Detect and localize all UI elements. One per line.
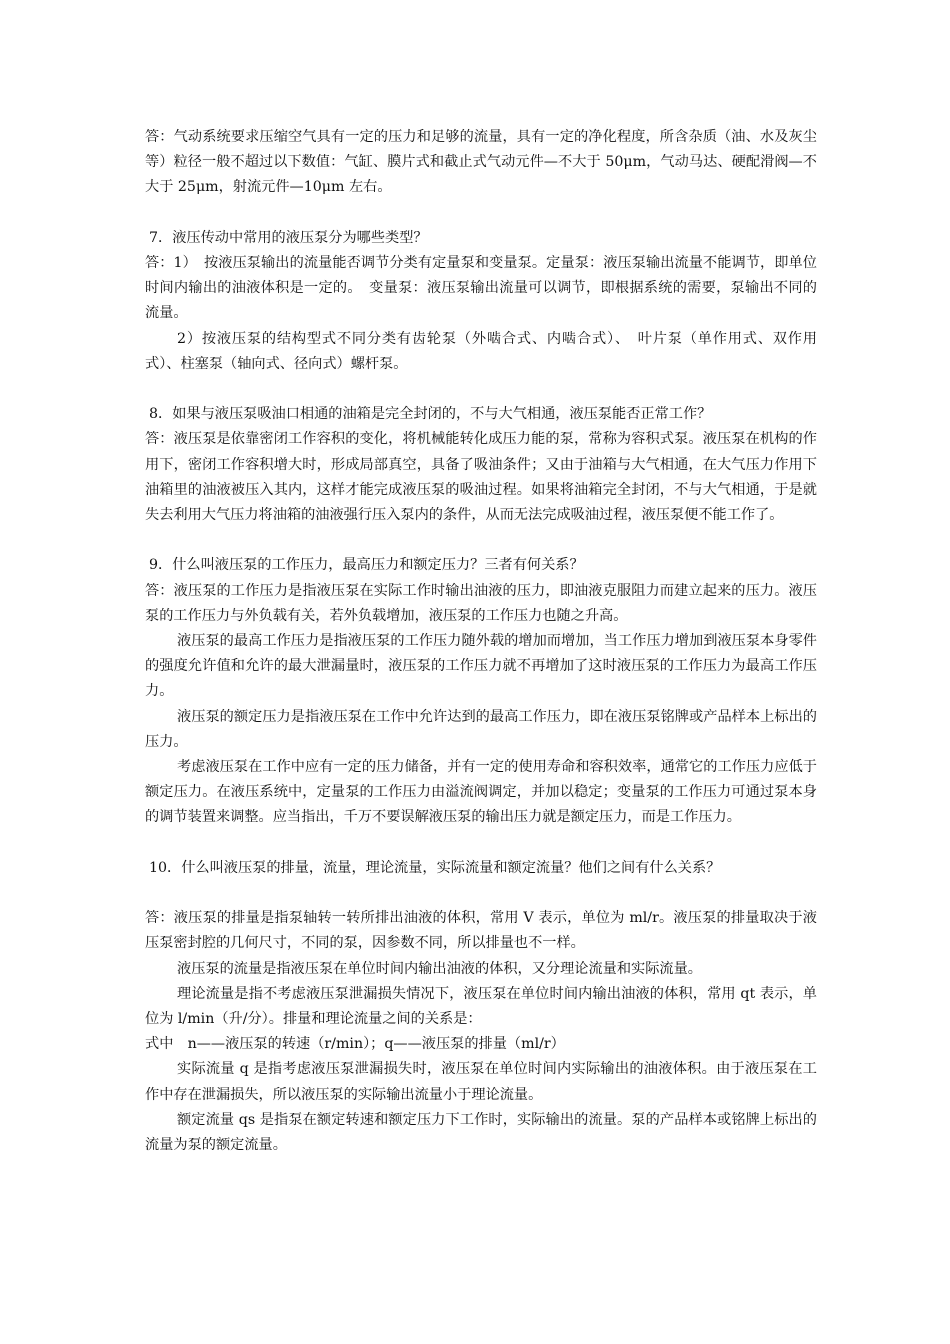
answer-10-part-3: 理论流量是指不考虑液压泵泄漏损失情况下，液压泵在单位时间内输出油液的体积，常用 qt 表示，单位为 l/min（升/分）。排量和理论流量之间的关系是： bbox=[145, 985, 817, 1028]
paragraph-gap bbox=[145, 201, 817, 226]
answer-7-part-2: 2）按液压泵的结构型式不同分类有齿轮泵（外啮合式、内啮合式）、 叶片泵（单作用式、双作用式）、柱塞泵（轴向式、径向式）螺杆泵。 bbox=[145, 330, 817, 372]
answer-8: 答：液压泵是依靠密闭工作容积的变化，将机械能转化成压力能的泵，常称为容积式泵。液压泵在机构的作用下，密闭工作容积增大时，形成局部真空，具备了吸油条件；又由于油箱与大气相通，在大气压力作用下油箱里的油液被压入其内，这样才能完成液压泵的吸油过程。如果将油箱完全封闭，不与大气相通，于是就失去利用大气压力将油箱的油液强行压入泵内的条件，从而无法完成吸油过程，液压泵便不能工作了。 bbox=[145, 431, 817, 524]
question-8: 8．如果与液压泵吸油口相通的油箱是完全封闭的，不与大气相通，液压泵能否正常工作？ bbox=[149, 406, 712, 423]
answer-9-part-4: 考虑液压泵在工作中应有一定的压力储备，并有一定的使用寿命和容积效率，通常它的工作压力应低于额定压力。在液压系统中，定量泵的工作压力由溢流阀调定，并加以稳定；变量泵的工作压力可通过泵本身的调节装置来调整。应当指出，千万不要误解液压泵的输出压力就是额定压力，而是工作压力。 bbox=[145, 759, 817, 826]
answer-10-part-1: 答：液压泵的排量是指泵轴转一转所排出油液的体积，常用 V 表示，单位为 ml/r。液压泵的排量取决于液压泵密封腔的几何尺寸，不同的泵，因参数不同，所以排量也不一样。 bbox=[145, 910, 817, 952]
answer-9-part-1: 答：液压泵的工作压力是指液压泵在实际工作时输出油液的压力，即油液克服阻力而建立起来的压力。液压泵的工作压力与外负载有关，若外负载增加，液压泵的工作压力也随之升高。 bbox=[145, 582, 817, 624]
question-10: 10．什么叫液压泵的排量，流量，理论流量，实际流量和额定流量？他们之间有什么关系？ bbox=[149, 859, 721, 876]
answer-6: 答：气动系统要求压缩空气具有一定的压力和足够的流量，具有一定的净化程度，所含杂质（油、水及灰尘等）粒径一般不超过以下数值：气缸、膜片式和截止式气动元件—不大于 50μm，气动马达、硬配滑阀—不大于 25μm，射流元件—10μm 左右。 bbox=[145, 129, 817, 196]
question-9: 9．什么叫液压泵的工作压力，最高压力和额定压力？三者有何关系？ bbox=[149, 557, 584, 574]
paragraph-gap bbox=[145, 881, 817, 906]
answer-10-part-2: 液压泵的流量是指液压泵在单位时间内输出油液的体积，又分理论流量和实际流量。 bbox=[177, 960, 702, 977]
paragraph-gap bbox=[145, 831, 817, 856]
paragraph-gap bbox=[145, 528, 817, 553]
formula-note: 式中 n——液压泵的转速（r/min）；q——液压泵的排量（ml/r） bbox=[145, 1036, 565, 1053]
answer-9-part-2: 液压泵的最高工作压力是指液压泵的工作压力随外载的增加而增加，当工作压力增加到液压泵本身零件的强度允许值和允许的最大泄漏量时，液压泵的工作压力就不再增加了这时液压泵的工作压力为最高工作压力。 bbox=[145, 633, 817, 700]
question-7: 7．液压传动中常用的液压泵分为哪些类型？ bbox=[149, 229, 428, 246]
answer-10-part-4: 实际流量 q 是指考虑液压泵泄漏损失时，液压泵在单位时间内实际输出的油液体积。由于液压泵在工作中存在泄漏损失，所以液压泵的实际输出流量小于理论流量。 bbox=[145, 1061, 817, 1103]
answer-9-part-3: 液压泵的额定压力是指液压泵在工作中允许达到的最高工作压力，即在液压泵铭牌或产品样本上标出的压力。 bbox=[145, 708, 817, 750]
document-page bbox=[145, 125, 817, 1158]
answer-7-part-1: 答：1） 按液压泵输出的流量能否调节分类有定量泵和变量泵。定量泵：液压泵输出流量不能调节，即单位时间内输出的油液体积是一定的。 变量泵：液压泵输出流量可以调节，即根据系统的需要，泵输出不同的流量。 bbox=[145, 255, 817, 322]
paragraph-gap bbox=[145, 377, 817, 402]
answer-10-part-5: 额定流量 qs 是指泵在额定转速和额定压力下工作时，实际输出的流量。泵的产品样本或铭牌上标出的流量为泵的额定流量。 bbox=[145, 1111, 817, 1154]
